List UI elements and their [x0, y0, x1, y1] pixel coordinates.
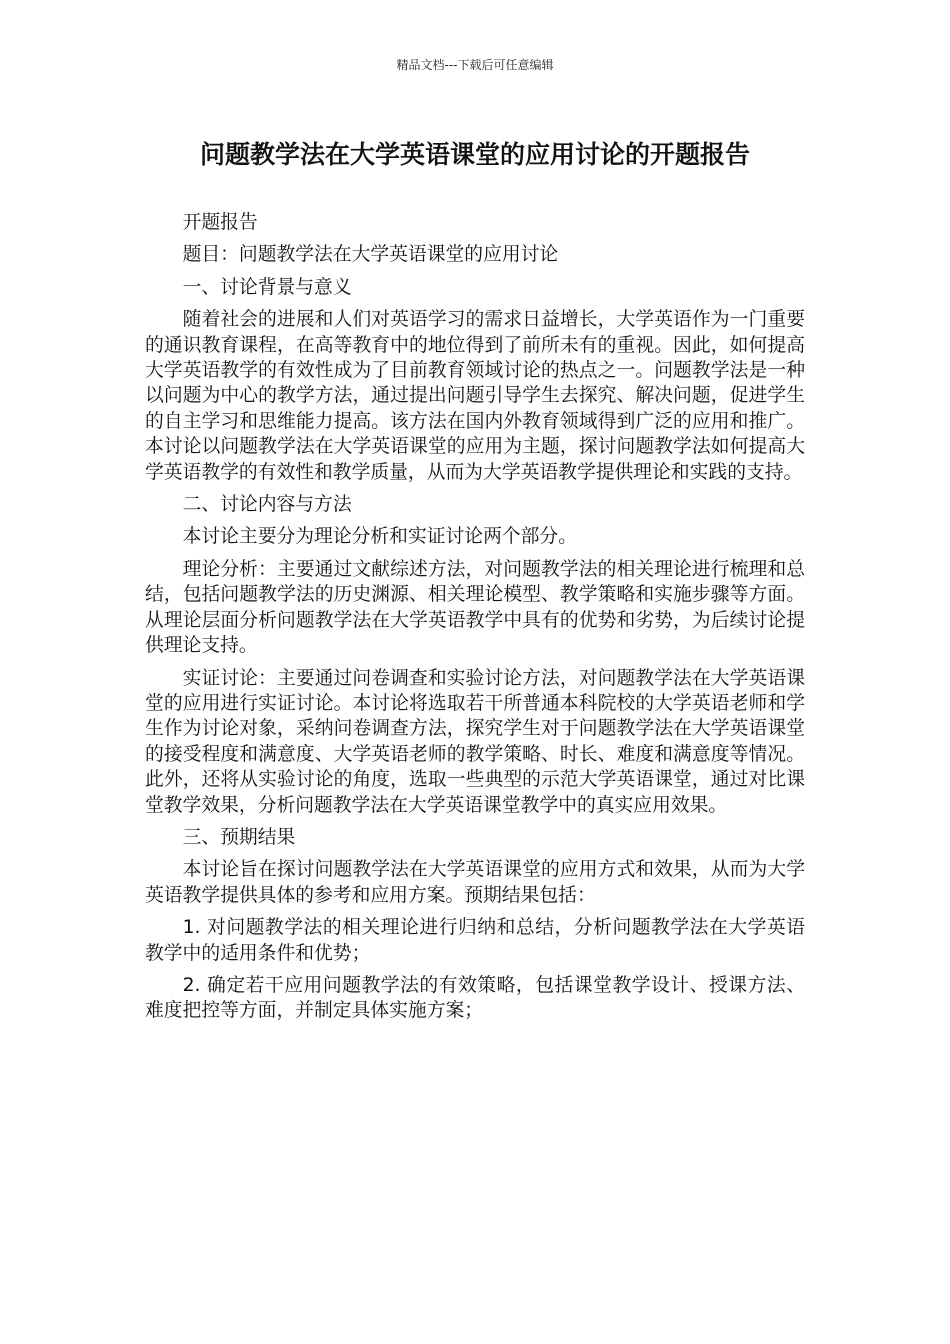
- paragraph-empirical-study: 实证讨论：主要通过问卷调查和实验讨论方法，对问题教学法在大学英语课堂的应用进行实证讨论。本讨论将选取若干所普通本科院校的大学英语老师和学生作为讨论对象，采纳问卷调查方法，探究学生对于问题教学法在大学英语课堂的接受程度和满意度、大学英语老师的教学策略、时长、难度和满意度等情况。此外，还将从实验讨论的角度，选取一些典型的示范大学英语课堂，通过对比课堂教学效果，分析问题教学法在大学英语课堂教学中的真实应用效果。: [145, 667, 805, 816]
- paragraph-theory-analysis: 理论分析：主要通过文献综述方法，对问题教学法的相关理论进行梳理和总结，包括问题教学法的历史渊源、相关理论模型、教学策略和实施步骤等方面。从理论层面分析问题教学法在大学英语教学中具有的优势和劣势，为后续讨论提供理论支持。: [145, 558, 805, 657]
- document-body: [145, 210, 805, 1031]
- section-heading-content-methods: 二、讨论内容与方法: [182, 494, 352, 516]
- section-heading-background: 一、讨论背景与意义: [182, 276, 352, 298]
- label-proposal-report: 开题报告: [182, 212, 258, 233]
- header-note: 精品文档---下载后可任意编辑: [396, 58, 554, 72]
- list-item-result-2: 2. 确定若干应用问题教学法的有效策略，包括课堂教学设计、授课方法、难度把控等方面，并制定具体实施方案；: [145, 974, 805, 1022]
- list-item-result-1: 1. 对问题教学法的相关理论进行归纳和总结，分析问题教学法在大学英语教学中的适用条件和优势；: [145, 917, 805, 964]
- section-heading-expected-results: 三、预期结果: [182, 826, 296, 848]
- topic-line: 题目：问题教学法在大学英语课堂的应用讨论: [182, 244, 559, 266]
- document-title: 问题教学法在大学英语课堂的应用讨论的开题报告: [199, 140, 750, 169]
- paragraph-expected-intro: 本讨论旨在探讨问题教学法在大学英语课堂的应用方式和效果，从而为大学英语教学提供具体的参考和应用方案。预期结果包括：: [145, 859, 805, 906]
- paragraph-background: 随着社会的进展和人们对英语学习的需求日益增长，大学英语作为一门重要的通识教育课程，在高等教育中的地位得到了前所未有的重视。因此，如何提高大学英语教学的有效性成为了目前教育领域讨论的热点之一。问题教学法是一种以问题为中心的教学方法，通过提出问题引导学生去探究、解决问题，促进学生的自主学习和思维能力提高。该方法在国内外教育领域得到广泛的应用和推广。本讨论以问题教学法在大学英语课堂的应用为主题，探讨问题教学法如何提高大学英语教学的有效性和教学质量，从而为大学英语教学提供理论和实践的支持。: [145, 309, 805, 483]
- paragraph-study-parts: 本讨论主要分为理论分析和实证讨论两个部分。: [182, 526, 577, 548]
